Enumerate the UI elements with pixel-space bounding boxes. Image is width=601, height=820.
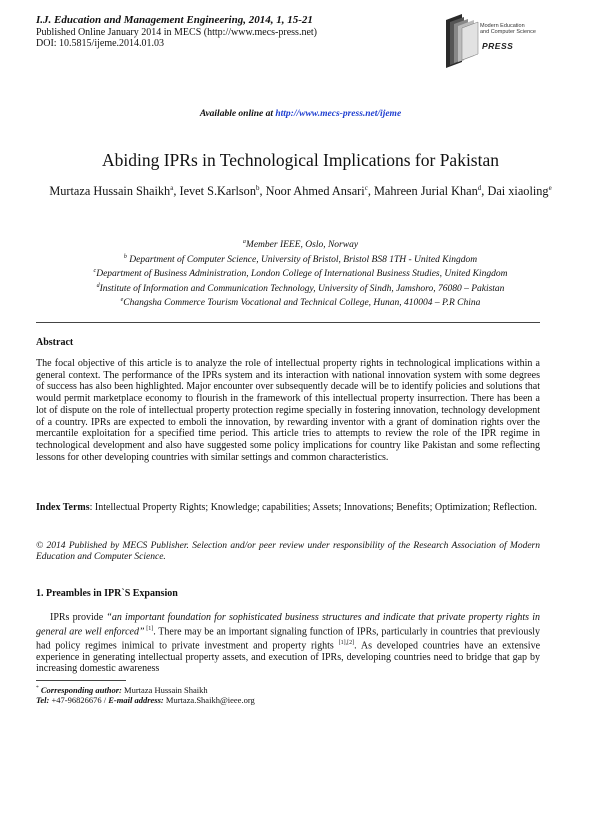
- published-line: Published Online January 2014 in MECS (http://www.mecs-press.net): [36, 27, 317, 38]
- mecs-press-logo: [442, 12, 564, 70]
- copyright-notice: © 2014 Published by MECS Publisher. Selection and/or peer review under responsibility of the Research Association of Modern Education and Computer Science.: [36, 541, 540, 563]
- section-paragraph: IPRs provide “an important foundation for sophisticated business structures and indicate that private property rights in general are well enforced” [1]. There may be an important signaling function of IPRs, particularly in countries that previously had policy regimes inimical to private investment and property rights [1],[2]. As developed countries have an extensive experience in generating intellectual property assets, and execution of IPRs, developing countries need to bridge that gap by increasing domestic awareness: [36, 612, 541, 675]
- section-heading: 1. Preambles in IPR`S Expansion: [36, 588, 178, 599]
- available-prefix: Available online at: [199, 109, 276, 119]
- paper-title: Abiding IPRs in Technological Implications for Pakistan: [101, 150, 499, 170]
- journal-header: [36, 14, 456, 49]
- logo-text-line1: Modern Education: [480, 23, 525, 29]
- author: Mahreen Jurial Khan$^d$,: [373, 184, 488, 199]
- affiliation: $^d$Institute of Information and Communication Technology, University of Sindh, Jamshoro, 76080 – Pakistan: [96, 282, 505, 294]
- journal-url-link[interactable]: http://www.mecs-press.net/ijeme: [275, 109, 402, 119]
- quotation: “an important foundation for sophisticated business structures and indicate that private property rights in general are well enforced”: [36, 612, 541, 638]
- affiliation: $^e$Changsha Commerce Tourism Vocational and Technical College, Hunan, 410004 – P.R China: [120, 297, 481, 309]
- footnote: * Corresponding author: Murtaza Hussain Shaikh Tel: +47-96826676 / E-mail address: Murtaza.Shaikh@ieee.org: [36, 684, 255, 706]
- author: Ievet S.Karlson$^b$,: [179, 184, 266, 199]
- affiliation: $^a$Member IEEE, Oslo, Norway: [242, 239, 359, 251]
- affiliations: [20, 237, 581, 310]
- author-list: [40, 180, 561, 199]
- author: Murtaza Hussain Shaikh$^a$,: [49, 184, 180, 199]
- citation: [1],: [338, 639, 348, 646]
- corresponding-author-name: Murtaza Hussain Shaikh: [121, 684, 208, 695]
- affiliation: $^c$Department of Business Administration, London College of International Business Studies, United Kingdom: [93, 268, 508, 280]
- abstract-text: The focal objective of this article is to analyze the role of intellectual property rights in technological implications within a general context. The performance of the IPRs system and its interaction with national innovation system with some degrees of success has also been highlighted. Major encounter over subsequently decade will be to identify policies and solutions that would permit marketplace economy to flourish in the framework of this intellectual property insurrection. There has been a lot of dispute on the role of intellectual property protection regime specially in fostering innovation, technology development of a country. IPRs are expected to emboli the innovation, by rewarding inventor with a grant of domination rights over the mercantile exploitation for a specified time period. This article tries to attempts to review the role of the IPR regime in technological development and also have suggested some policy implications for country like Pakistan and some reflecting lessons for other developing countries with similar settings and common characteristics.: [36, 358, 540, 463]
- abstract-heading: Abstract: [36, 337, 74, 348]
- affiliation: $^b$ Department of Computer Science, University of Bristol, Bristol BS8 1TH - United Kingdom: [123, 253, 478, 265]
- doi-line: DOI: 10.5815/ijeme.2014.01.03: [36, 38, 165, 49]
- index-terms-text: : Intellectual Property Rights; Knowledge; capabilities; Assets; Innovations; Benefits; Optimization; Reflection.: [89, 502, 538, 513]
- email-address: Murtaza.Shaikh@ieee.org: [163, 695, 255, 706]
- divider: [36, 322, 540, 323]
- citation: [1]: [144, 625, 154, 632]
- book-stack-icon: [442, 12, 482, 70]
- index-terms: [36, 502, 540, 514]
- telephone: +47-96826676 /: [49, 695, 109, 706]
- index-terms-label: Index Terms: [36, 502, 90, 513]
- logo-text-line2: and Computer Science: [480, 29, 536, 36]
- corresponding-author-label: Corresponding author:: [38, 684, 122, 695]
- citation: [2]: [347, 639, 355, 646]
- footnote-divider: [36, 680, 126, 681]
- available-online: [0, 109, 601, 119]
- author: Dai xiaoling$^e$: [487, 184, 552, 199]
- author: Noor Ahmed Ansari$^c$,: [265, 184, 374, 199]
- logo-brand: PRESS: [482, 41, 514, 51]
- journal-title: I.J. Education and Management Engineering, 2014, 1, 15-21: [36, 14, 313, 26]
